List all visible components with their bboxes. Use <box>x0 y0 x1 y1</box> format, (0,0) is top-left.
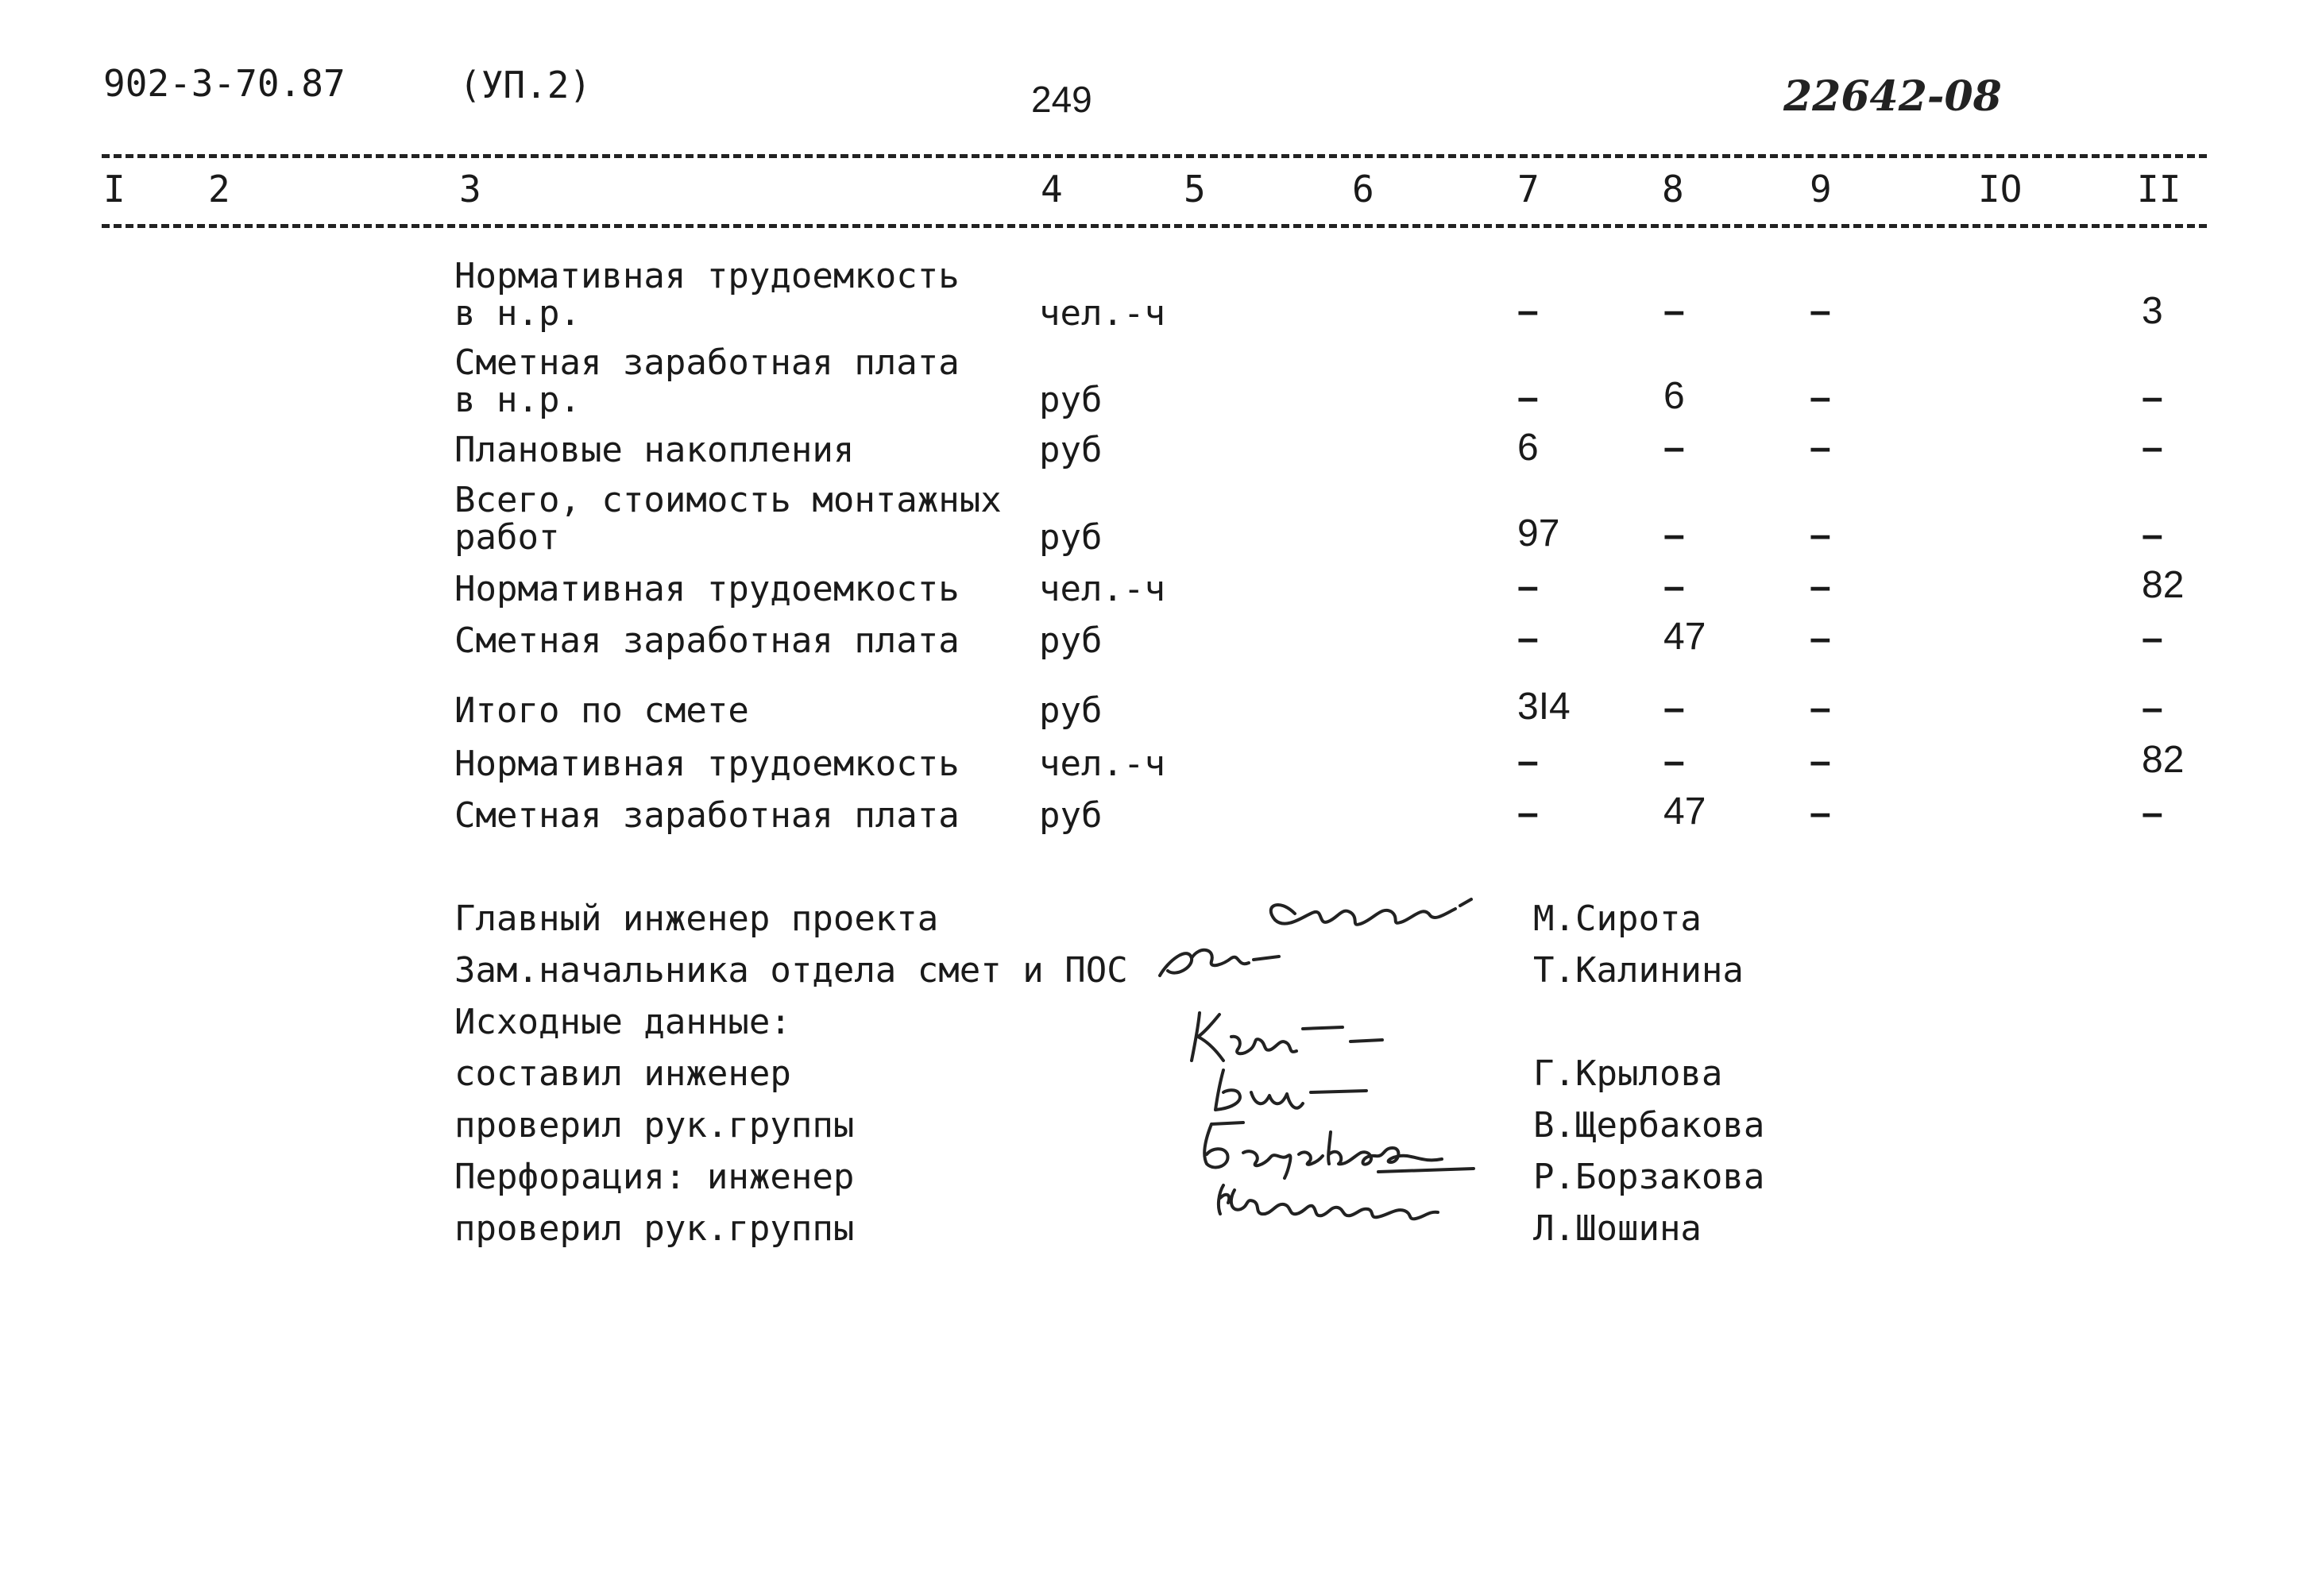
row-name-line: Итого по смете <box>454 690 749 731</box>
row-name-line: Нормативная трудоемкость <box>454 744 960 784</box>
page-number: 249 <box>1031 79 1092 120</box>
row-unit: чел.-ч <box>1039 744 1165 784</box>
handwritten-signature-shcherbakova <box>1207 1061 1422 1120</box>
row-col8: 47 <box>1663 616 1706 658</box>
row-col11: 3 <box>2142 290 2163 332</box>
signature-role: Зам.начальника отдела смет и ПОС <box>454 950 1128 991</box>
row-unit: руб <box>1039 620 1103 661</box>
signature-role: проверил рук.группы <box>454 1105 855 1146</box>
row-name-line: в н.р. <box>454 380 581 420</box>
col-header-4: 4 <box>1041 168 1063 211</box>
row-col9: – <box>1810 617 1831 659</box>
row-col11: – <box>2142 514 2163 556</box>
col-header-6: 6 <box>1352 168 1374 211</box>
row-unit: руб <box>1039 517 1103 558</box>
handwritten-signature-krylova <box>1184 1005 1422 1069</box>
signature-person: Г.Крылова <box>1533 1053 1723 1094</box>
row-col7: – <box>1517 792 1539 834</box>
signature-person: Л.Шошина <box>1533 1208 1702 1249</box>
signature-role: проверил рук.группы <box>454 1208 855 1249</box>
row-col8: 6 <box>1663 375 1685 417</box>
signature-role: Перфорация: инженер <box>454 1157 855 1197</box>
document-code: 902-3-70.87 <box>103 62 346 105</box>
row-name-line: Плановые накопления <box>454 430 855 470</box>
signature-person: Р.Борзакова <box>1533 1157 1765 1197</box>
row-name-line: Сметная заработная плата <box>454 342 960 383</box>
col-header-9: 9 <box>1810 168 1832 211</box>
row-name-line: работ <box>454 517 560 558</box>
row-col11: – <box>2142 687 2163 729</box>
row-name-line: Нормативная трудоемкость <box>454 256 960 296</box>
col-header-3: 3 <box>459 168 481 211</box>
signature-person: М.Сирота <box>1533 898 1702 939</box>
row-name-line: Всего, стоимость монтажных <box>454 480 1002 520</box>
row-col7: – <box>1517 566 1539 608</box>
signature-person: Т.Калинина <box>1533 950 1744 991</box>
row-unit: руб <box>1039 380 1103 420</box>
row-col9: – <box>1810 792 1831 834</box>
row-col7: 97 <box>1517 512 1560 555</box>
row-col7: – <box>1517 740 1539 783</box>
signature-role: Главный инженер проекта <box>454 898 939 939</box>
row-col11: 82 <box>2142 739 2185 781</box>
table-header-rule <box>102 224 2207 228</box>
row-col8: – <box>1663 566 1685 608</box>
row-col9: – <box>1810 514 1831 556</box>
handwritten-signature-shoshina <box>1200 1174 1501 1238</box>
row-col7: – <box>1517 617 1539 659</box>
row-unit: руб <box>1039 690 1103 731</box>
row-name-line: Нормативная трудоемкость <box>454 569 960 609</box>
signature-role: Исходные данные: <box>454 1002 791 1042</box>
row-col8: – <box>1663 514 1685 556</box>
row-col9: – <box>1810 740 1831 783</box>
row-col11: – <box>2142 427 2163 469</box>
row-col8: – <box>1663 427 1685 469</box>
sheet-code: 22642-08 <box>1783 72 2002 121</box>
table-top-rule <box>102 154 2207 158</box>
col-header-7: 7 <box>1517 168 1540 211</box>
row-col9: – <box>1810 687 1831 729</box>
row-col7: 6 <box>1517 427 1539 469</box>
row-col8: – <box>1663 740 1685 783</box>
col-header-10: IO <box>1978 168 2023 211</box>
album-label: (УП.2) <box>459 64 592 106</box>
row-col11: 82 <box>2142 564 2185 606</box>
row-col11: – <box>2142 792 2163 834</box>
col-header-8: 8 <box>1662 168 1684 211</box>
col-header-1: I <box>103 168 126 211</box>
row-col7: – <box>1517 290 1539 332</box>
row-col7: – <box>1517 377 1539 419</box>
row-name-line: Сметная заработная плата <box>454 795 960 836</box>
row-col8: – <box>1663 687 1685 729</box>
handwritten-signature-chief-engineer <box>1144 882 1517 993</box>
row-col9: – <box>1810 377 1831 419</box>
col-header-11: II <box>2137 168 2181 211</box>
row-unit: руб <box>1039 430 1103 470</box>
row-col8: – <box>1663 290 1685 332</box>
row-name-line: Сметная заработная плата <box>454 620 960 661</box>
row-col11: – <box>2142 377 2163 419</box>
row-col9: – <box>1810 427 1831 469</box>
row-unit: руб <box>1039 795 1103 836</box>
col-header-2: 2 <box>208 168 230 211</box>
row-col11: – <box>2142 617 2163 659</box>
row-col9: – <box>1810 566 1831 608</box>
signature-person: В.Щербакова <box>1533 1105 1765 1146</box>
row-unit: чел.-ч <box>1039 293 1165 334</box>
row-unit: чел.-ч <box>1039 569 1165 609</box>
row-col8: 47 <box>1663 790 1706 833</box>
row-col9: – <box>1810 290 1831 332</box>
col-header-5: 5 <box>1184 168 1206 211</box>
signature-role: составил инженер <box>454 1053 791 1094</box>
row-col7: 3I4 <box>1517 686 1571 728</box>
handwritten-signature-borzakova <box>1188 1116 1505 1180</box>
row-name-line: в н.р. <box>454 293 581 334</box>
